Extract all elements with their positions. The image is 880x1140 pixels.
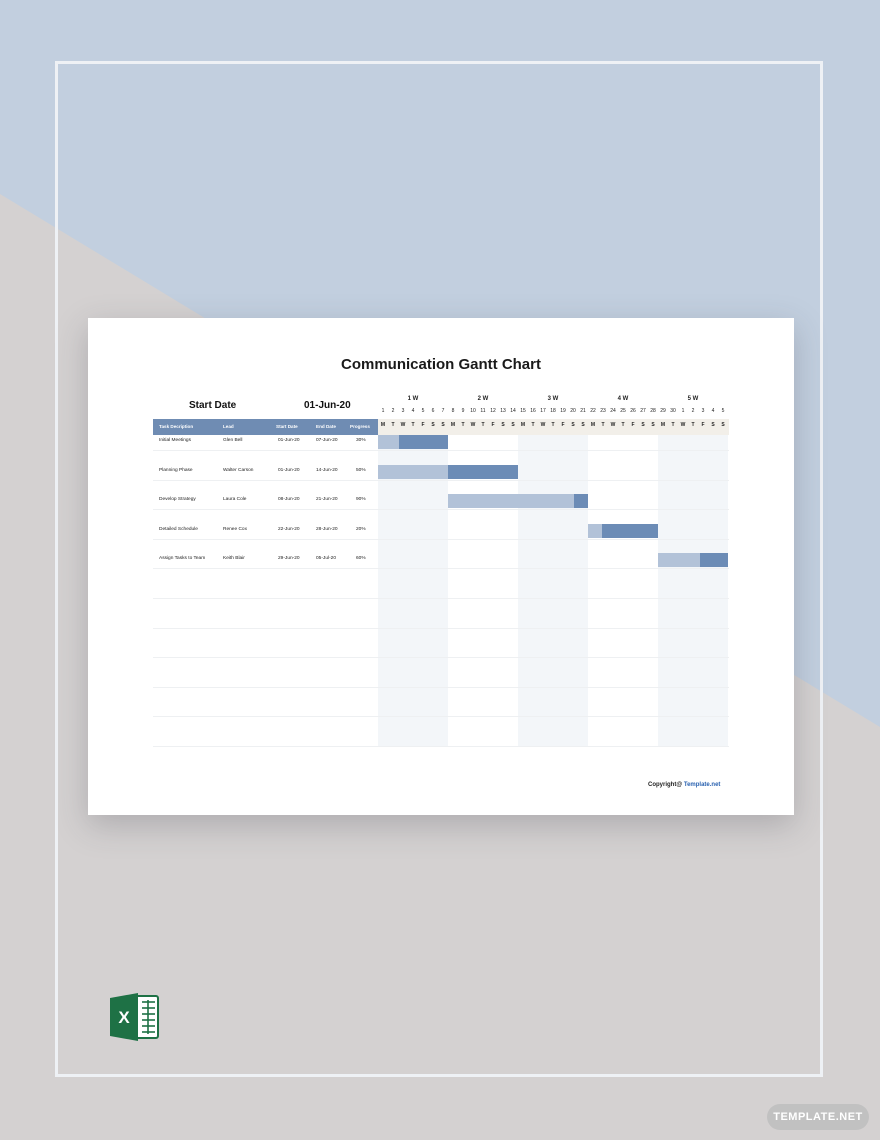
day-letter: M: [660, 422, 666, 428]
day-letter: T: [671, 422, 675, 428]
week-label: 5 W: [687, 396, 699, 402]
day-number: 7: [441, 408, 445, 414]
copyright-link[interactable]: Template.net: [683, 782, 721, 788]
gantt-bar-progress: [588, 524, 602, 538]
day-letter: F: [491, 422, 495, 428]
day-letter: F: [421, 422, 425, 428]
day-letter: T: [481, 422, 485, 428]
day-letter: S: [651, 422, 655, 428]
cell-progress: 50%: [356, 468, 366, 473]
cell-task: Develop Strategy: [159, 497, 196, 502]
day-number: 22: [590, 408, 596, 414]
week-label: 3 W: [547, 396, 559, 402]
copyright: [648, 782, 720, 788]
day-letter: S: [711, 422, 715, 428]
day-letter: S: [431, 422, 435, 428]
day-number: 16: [530, 408, 536, 414]
cell-lead: Renee Cox: [223, 527, 247, 532]
day-number: 24: [610, 408, 616, 414]
day-number: 27: [640, 408, 646, 414]
cell-lead: Laura Cole: [223, 497, 247, 502]
cell-lead: Keith Blair: [223, 556, 245, 561]
day-letter: T: [461, 422, 465, 428]
day-letter: S: [571, 422, 575, 428]
cell-end: 21-Jun-20: [316, 497, 338, 502]
gantt-bar-remaining: [602, 524, 658, 538]
day-number: 18: [550, 408, 556, 414]
cell-task: Detailed Schedule: [159, 527, 198, 532]
gantt-bar-remaining: [399, 435, 448, 449]
gantt-bar-progress: [448, 494, 574, 508]
day-number: 19: [560, 408, 566, 414]
day-letter: S: [511, 422, 515, 428]
day-number: 8: [451, 408, 455, 414]
day-number: 3: [401, 408, 405, 414]
day-number: 2: [691, 408, 695, 414]
day-number: 23: [600, 408, 606, 414]
day-letter: T: [551, 422, 555, 428]
day-number: 4: [711, 408, 715, 414]
cell-task: Planning Phase: [159, 468, 193, 473]
day-number: 20: [570, 408, 576, 414]
cell-end: 07-Jun-20: [316, 438, 338, 443]
day-number: 29: [660, 408, 666, 414]
cell-start: 08-Jun-20: [278, 497, 300, 502]
day-number: 2: [391, 408, 395, 414]
day-number: 9: [461, 408, 465, 414]
row-divider: [153, 716, 729, 717]
day-number: 1: [681, 408, 685, 414]
cell-progress: 90%: [356, 497, 366, 502]
day-number: 4: [411, 408, 415, 414]
day-letter: F: [631, 422, 635, 428]
day-letter: W: [470, 422, 476, 428]
week-label: 4 W: [617, 396, 629, 402]
header-progress: Progress: [350, 424, 370, 429]
week-shade-5: [658, 435, 728, 746]
day-number: 1: [381, 408, 385, 414]
day-number: 25: [620, 408, 626, 414]
day-letter: S: [721, 422, 725, 428]
chart-title: Communication Gantt Chart: [340, 356, 541, 373]
day-letter: F: [701, 422, 705, 428]
header-start: Start Date: [276, 424, 298, 429]
svg-text:X: X: [118, 1008, 130, 1027]
day-number: 3: [701, 408, 705, 414]
day-letter: T: [691, 422, 695, 428]
day-number: 12: [490, 408, 496, 414]
day-number: 14: [510, 408, 516, 414]
row-divider: [153, 568, 729, 569]
cell-progress: 20%: [356, 527, 366, 532]
cell-lead: Glen Bell: [223, 438, 243, 443]
day-number: 21: [580, 408, 586, 414]
day-number: 17: [540, 408, 546, 414]
day-letter: S: [581, 422, 585, 428]
row-divider: [153, 509, 729, 510]
day-letter: S: [501, 422, 505, 428]
week-shade-1: [378, 435, 448, 746]
row-divider: [153, 598, 729, 599]
gantt-bar-progress: [378, 465, 448, 479]
cell-progress: 60%: [356, 556, 366, 561]
cell-task: Assign Tasks to Team: [159, 556, 206, 561]
row-divider: [153, 539, 729, 540]
day-letter: W: [400, 422, 406, 428]
cell-start: 01-Jun-20: [278, 438, 300, 443]
day-number: 28: [650, 408, 656, 414]
cell-progress: 30%: [356, 438, 366, 443]
row-divider: [153, 480, 729, 481]
day-letter: T: [411, 422, 415, 428]
week-label: 1 W: [407, 396, 419, 402]
week-shade-3: [518, 435, 588, 746]
row-divider: [153, 687, 729, 688]
cell-task: Initial Meetings: [159, 438, 191, 443]
gantt-bar-remaining: [574, 494, 588, 508]
excel-icon: [108, 992, 160, 1042]
day-number: 15: [520, 408, 526, 414]
day-letter: T: [601, 422, 605, 428]
start-date-value: 01-Jun-20: [304, 400, 351, 411]
day-number: 6: [431, 408, 435, 414]
start-date-label: Start Date: [189, 400, 237, 411]
row-divider: [153, 450, 729, 451]
header-task: Task Decription: [159, 424, 194, 429]
row-divider: [153, 628, 729, 629]
day-number: 11: [480, 408, 486, 414]
day-letter: S: [641, 422, 645, 428]
cell-end: 28-Jun-20: [316, 527, 338, 532]
day-letter: S: [441, 422, 445, 428]
cell-start: 22-Jun-20: [278, 527, 300, 532]
gantt-bar-progress: [658, 553, 700, 567]
day-letter: T: [621, 422, 625, 428]
day-letter: T: [391, 422, 395, 428]
gantt-bar-progress: [378, 435, 399, 449]
header-end: End Date: [316, 424, 336, 429]
day-letter: M: [520, 422, 526, 428]
day-number: 13: [500, 408, 506, 414]
day-number: 5: [721, 408, 725, 414]
day-letter: W: [610, 422, 616, 428]
day-letter: W: [680, 422, 686, 428]
day-letter: M: [380, 422, 386, 428]
gantt-bar-remaining: [448, 465, 518, 479]
day-number: 30: [670, 408, 676, 414]
gantt-sheet: [88, 318, 794, 815]
day-letter: T: [531, 422, 535, 428]
cell-lead: Walter Carson: [223, 468, 254, 473]
day-number: 5: [421, 408, 425, 414]
cell-end: 14-Jun-20: [316, 468, 338, 473]
day-number: 26: [630, 408, 636, 414]
day-number: 10: [470, 408, 476, 414]
header-lead: Lead: [223, 424, 234, 429]
row-divider: [153, 746, 729, 747]
cell-start: 01-Jun-20: [278, 468, 300, 473]
day-letter: W: [540, 422, 546, 428]
day-letter: M: [450, 422, 456, 428]
row-divider: [153, 657, 729, 658]
week-label: 2 W: [477, 396, 489, 402]
day-letter: F: [561, 422, 565, 428]
cell-start: 29-Jun-20: [278, 556, 300, 561]
gantt-bar-remaining: [700, 553, 728, 567]
template-badge[interactable]: TEMPLATE.NET: [767, 1104, 869, 1130]
cell-end: 05-Jul-20: [316, 556, 336, 561]
day-letter: M: [590, 422, 596, 428]
copyright-prefix: Copyright@: [648, 782, 684, 788]
